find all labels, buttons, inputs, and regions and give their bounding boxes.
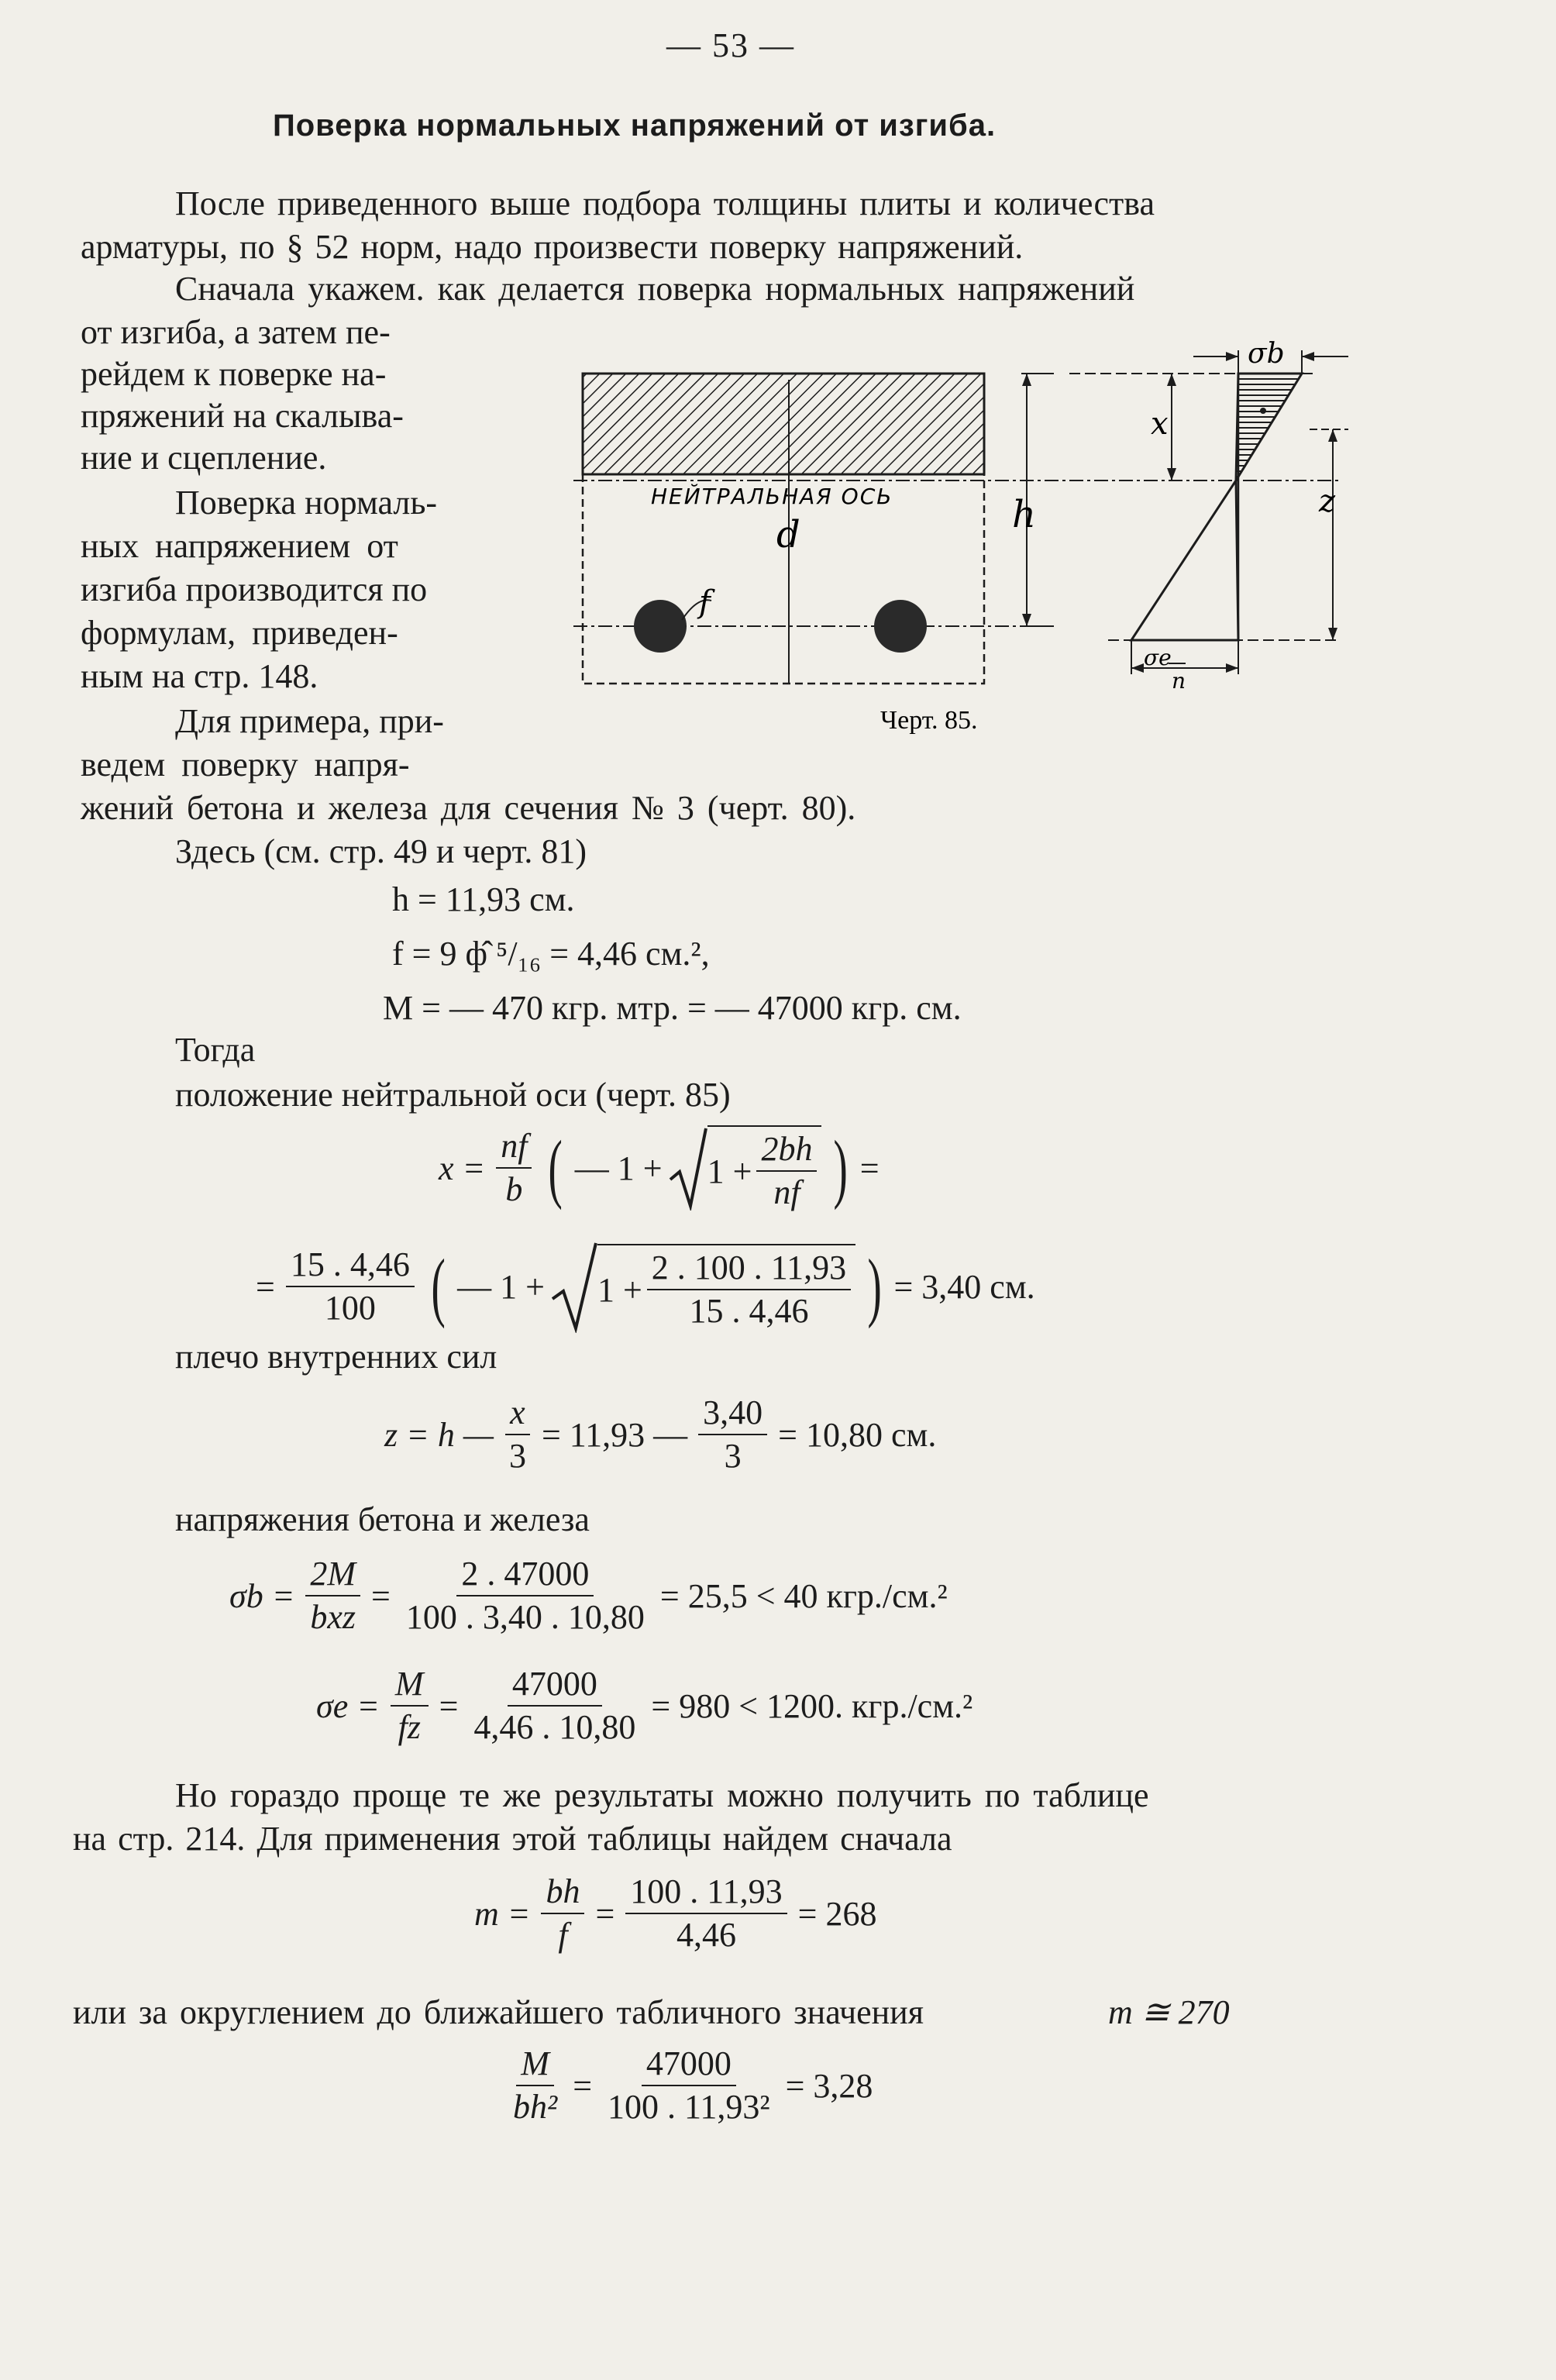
paragraph-line: рейдем к поверке на- xyxy=(81,355,387,393)
given-f: f = 9 ф̂ ⁵/₁₆ = 4,46 см.², xyxy=(392,935,710,973)
f-label: f xyxy=(699,584,711,620)
given-h: h = 11,93 см. xyxy=(392,880,575,918)
paragraph-line: напряжения бетона и железа xyxy=(175,1500,590,1538)
paragraph-line: жений бетона и железа для сечения № 3 (черт. 80). xyxy=(81,789,856,827)
square-root: 1 + $\frac{2bh}{nf}$ xyxy=(669,1125,822,1211)
d-label: d xyxy=(776,513,800,556)
section-title: Поверка нормальных напряжений от изгиба. xyxy=(273,108,997,143)
paragraph-line: ных напряжением от xyxy=(81,527,398,565)
sigma-b-label: σb xyxy=(1248,338,1285,370)
paragraph-line: положение нейтральной оси (черт. 85) xyxy=(175,1076,731,1114)
paragraph-line: формулам, приведен- xyxy=(81,614,398,652)
z-label: z xyxy=(1319,484,1336,519)
figure-85 xyxy=(573,333,1387,752)
paragraph-line: После приведенного выше подбора толщины плиты и количества xyxy=(175,184,1155,222)
equation-sigma-b: σb = $\frac{2M}{\text{bxz}}$ = $\frac{2 . 47000}{100 . 3,40 . 10,80}$ = 25,5 < 40 кгр./см.² xyxy=(229,1555,948,1636)
paragraph-line: арматуры, по § 52 норм, надо произвести поверку напряжений. xyxy=(81,228,1024,266)
eq-text: = xyxy=(859,1149,880,1187)
paragraph-line: Но гораздо проще те же результаты можно получить по таблице xyxy=(175,1776,1149,1814)
compression-zone xyxy=(583,374,984,474)
equation-m: m = $\frac{bh}{f}$ = $\frac{100 . 11,93}{4,46}$ = 268 xyxy=(474,1872,877,1954)
equation-x-numeric: = $\frac{15 . 4,46}{100}$ ( — 1 + 1 + $\frac{2 . 100 . 11,93}{15 . 4,46}$ ) = 3,40 см. xyxy=(256,1240,1035,1333)
paragraph-line: Сначала укажем. как делается поверка нормальных напряжений xyxy=(175,270,1135,308)
sigma-e-label: σe xyxy=(1144,645,1172,670)
concrete-stress-triangle xyxy=(1236,374,1302,480)
rounded-m: m ≅ 270 xyxy=(1108,1993,1230,2031)
h-label: h xyxy=(1012,493,1036,536)
equation-x-symbolic: x = $\frac{nf}{b}$ ( — 1 + 1 + $\frac{2bh}{nf}$ ) = xyxy=(439,1125,880,1211)
paragraph-line: Здесь (см. стр. 49 и черт. 81) xyxy=(175,832,587,870)
paragraph-line: ние и сцепление. xyxy=(81,439,327,477)
eq-text: — 1 + xyxy=(574,1149,663,1187)
paragraph-line: ным на стр. 148. xyxy=(81,657,318,695)
neutral-axis-label: НЕЙТРАЛЬНАЯ ОСЬ xyxy=(651,484,893,509)
paragraph-line: Для примера, при- xyxy=(175,702,444,740)
equation-ratio: $\frac{M}{\text{bh²}}$ = $\frac{47000}{\text{100 . 11,93²}}$ = 3,28 xyxy=(513,2044,873,2126)
paragraph-line: ведем поверку напря- xyxy=(81,746,410,784)
equation-sigma-e: σe = $\frac{M}{fz}$ = $\frac{47000}{4,46 . 10,80}$ = 980 < 1200. кгр./см.² xyxy=(316,1665,973,1746)
square-root: 1 + $\frac{2 . 100 . 11,93}{15 . 4,46}$ xyxy=(551,1240,855,1333)
n-label: n xyxy=(1172,668,1186,694)
equation-z: z = h — $\frac{x}{3}$ = 11,93 — $\frac{3,40}{3}$ = 10,80 см. xyxy=(384,1393,937,1475)
paragraph-line: или за округлением до ближайшего табличного значения xyxy=(73,1993,924,2031)
paragraph-line: Тогда xyxy=(175,1031,256,1069)
given-M: M = — 470 кгр. мтр. = — 47000 кгр. см. xyxy=(383,989,962,1027)
paragraph-line: от изгиба, а затем пе- xyxy=(81,313,391,351)
paragraph-line: Поверка нормаль- xyxy=(175,484,438,522)
page-number: — 53 — xyxy=(666,26,795,64)
rebar-2 xyxy=(874,600,927,653)
paragraph-line: плечо внутренних сил xyxy=(175,1338,497,1376)
fraction: $\frac{nf}{b}$ xyxy=(496,1128,532,1207)
fraction: $\frac{15 . 4,46}{100}$ xyxy=(286,1247,415,1326)
steel-stress-triangle xyxy=(1131,480,1238,640)
paragraph-line: на стр. 214. Для применения этой таблицы найдем сначала xyxy=(73,1820,952,1858)
rebar-1 xyxy=(634,600,687,653)
paragraph-line: пряжений на скалыва- xyxy=(81,397,404,435)
eq-text: x = xyxy=(439,1149,486,1187)
paragraph-line: изгиба производится по xyxy=(81,570,428,608)
figure-caption: Черт. 85. xyxy=(880,706,978,735)
x-label: x xyxy=(1151,406,1169,442)
